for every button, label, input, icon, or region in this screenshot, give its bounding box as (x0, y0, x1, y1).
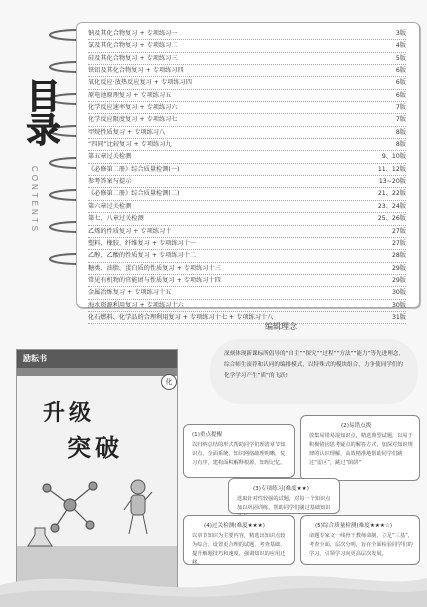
toc-row (88, 275, 406, 287)
toc-row (88, 250, 406, 262)
toc-row (88, 213, 406, 225)
toc-row (88, 263, 406, 275)
cover-title-2: 突破 (67, 434, 123, 462)
toc-row-title: 金属冶炼复习 + 专项练习十五 (88, 289, 172, 297)
toc-row-page: 29版 (391, 276, 406, 284)
toc-row (88, 114, 406, 126)
toc-row-page: 25、26版 (377, 215, 406, 223)
feature-box-error-tips (300, 415, 420, 481)
toc-title: 目录 (20, 78, 60, 146)
feature-title: (1)重点提醒 (192, 432, 223, 438)
toc-row-page: 4版 (395, 42, 406, 50)
toc-row-page: 8版 (395, 128, 406, 136)
toc-row-page: 11、12版 (377, 165, 406, 173)
toc-row (88, 176, 406, 188)
toc-row-page: 7版 (395, 104, 406, 112)
toc-row-title: 化学反应限度复习 + 专项练习七 (88, 116, 178, 124)
concept-text: 深刻体现新课标所倡导的“自主”“探究”“过程”“方法”“能力”等先进理念，综合师生滚荐和认同的编排模式，以特殊式的模块组合，力争使同学们的化学学习产生“质”的飞跃! (224, 351, 405, 379)
toc-row (88, 139, 406, 151)
toc-row-page: 28版 (391, 252, 406, 260)
toc-row-page: 23、24版 (377, 202, 406, 210)
toc-row (88, 53, 406, 65)
binder-rings (0, 0, 76, 300)
toc-row (88, 238, 406, 250)
toc-row-page: 27版 (391, 239, 406, 247)
toc-row-page: 6版 (395, 67, 406, 75)
toc-row-page: 21、22版 (377, 190, 406, 198)
cover-title-1: 升级 (43, 401, 96, 426)
toc-row (88, 188, 406, 200)
feature-body: 以归纳总结的形式帮助同学们理清章节知识点，全面系统，知识网络疏理明晰，复习有序，建构面积解释根源，知理记忆。 (192, 442, 286, 466)
toc-row-title: 糖类、油脂、蛋白质的性质复习 + 专项练习十三 (88, 264, 221, 272)
lab-flask-icon (25, 526, 55, 548)
feature-title: (2)易错点拨 (341, 423, 372, 429)
toc-row-page: 30版 (391, 289, 406, 297)
toc-row-page: 9、10版 (381, 153, 406, 161)
toc-row-title: 原电池原理复习 + 专项练习五 (88, 91, 172, 99)
toc-row-title: 《必修第二册》综合质量检测(一) (88, 165, 180, 173)
toc-row (88, 151, 406, 163)
robot-icon (123, 478, 153, 538)
toc-row (88, 90, 406, 102)
editorial-concept (210, 339, 418, 404)
toc-subtitle: CONTENTS (30, 166, 39, 234)
toc-row-page: 30版 (391, 301, 406, 309)
toc-heading (18, 78, 64, 146)
toc-row (88, 300, 406, 312)
toc-row (88, 312, 406, 324)
feature-box-key-reminder (183, 424, 295, 478)
toc-row-title: 铁铝及其化合物复习 + 专项练习四 (88, 67, 184, 75)
toc-row-title: 氧化反应·放热反应复习 + 专项练习四 (88, 79, 192, 87)
cover-subject-badge: 化 (161, 374, 177, 390)
feature-title: (5)综合质量检测(难度★★★☆) (315, 523, 393, 529)
feature-body: 以章节知识为主要内容，精选出知识点较为综合、设置更合理的试题，考查基础，提升解题技巧和速度，强调知识的应用迁移。 (192, 533, 286, 566)
toc-list (88, 28, 406, 324)
toc-row-page: 3版 (395, 30, 406, 37)
toc-row-page: 29版 (391, 264, 406, 272)
editorial-heading: 编辑理念 (265, 322, 297, 331)
toc-row-page: 13~20版 (378, 178, 406, 186)
toc-row-page: 7版 (395, 116, 406, 124)
toc-row (88, 77, 406, 89)
toc-row-title: 常见有机物的官能团与性质复习 + 专项练习十四 (88, 276, 221, 284)
toc-row-title: 第六章过关检测 (88, 202, 132, 210)
toc-row (88, 226, 406, 238)
toc-row-page: 6版 (395, 91, 406, 99)
toc-row-page: 6版 (395, 79, 406, 87)
toc-row-title: 甲烷性质复习 + 专项练习八 (88, 128, 166, 136)
feature-box-pass-test (183, 515, 295, 565)
feature-title: (3)专项练习(难度★★) (253, 486, 309, 492)
toc-row-title: 化石燃料、化学品的合理利用复习 + 专项练习十七 + 专项练习十八 (88, 313, 274, 321)
feature-body: 选取针对性较强的试题，对每一个知识点加以巩固训练，帮助同学们刷过基础知识 (237, 496, 331, 511)
toc-row (88, 127, 406, 139)
toc-row (88, 40, 406, 52)
toc-row (88, 287, 406, 299)
feature-body: 放集易错易混知识点，精选典型试题，以易于积极错因思考疑点的解答方式，加深对知识规律的认识理解，高效精准地帮助同学们跳过“雷区”，跳过“陷阱” (309, 433, 413, 466)
feature-box-comprehensive-test (300, 515, 420, 565)
feature-title: (4)过关检测(难度★★★) (204, 523, 265, 529)
toc-row-title: 硅及其化合物复习 + 专项练习三 (88, 54, 178, 62)
cover-brand: 励耘书 (23, 354, 47, 363)
toc-row-title: 《必修第二册》综合质量检测(二) (88, 190, 180, 198)
toc-row-title: 塑料、橡胶、纤维复习 + 专项练习十一 (88, 239, 197, 247)
toc-row-title: 第五章过关检测 (88, 153, 132, 161)
toc-row-title: “四同”比较复习 + 专项练习九 (88, 141, 172, 149)
toc-row-title: 乙醇、乙酸的性质复习 + 专项练习十二 (88, 252, 197, 260)
toc-row-page: 31版 (391, 313, 406, 321)
toc-row-page: 8版 (395, 141, 406, 149)
toc-row-title: 乙烯的性质复习 + 专项练习十 (88, 227, 172, 235)
decorative-wave (0, 560, 427, 607)
toc-row-page: 5版 (395, 54, 406, 62)
toc-row-title: 钠及其化合物复习 + 专项练习一 (88, 30, 178, 37)
feature-body: 命题专家文一线骨干教师命制，立足“三基”，考查全面，层次分明，旨在全面检验同学们的学习，引领学习向更高层次发展。 (309, 533, 413, 557)
toc-row-page: 27版 (391, 227, 406, 235)
toc-row-title: 化学反应速率复习 + 专项练习六 (88, 104, 178, 112)
toc-row-title: 氯及其化合物复习 + 专项练习二 (88, 42, 178, 50)
cover-stripe (17, 368, 177, 376)
toc-row (88, 28, 406, 40)
toc-row-title: 第七、八章过关检测 (88, 215, 144, 223)
feature-box-special-practice (228, 478, 340, 514)
toc-row-title: 海水资源利用复习 + 专项练习十六 (88, 301, 184, 309)
toc-row (88, 102, 406, 114)
toc-row (88, 65, 406, 77)
toc-row-title: 参考答案与提示 (88, 178, 132, 186)
toc-row (88, 201, 406, 213)
toc-row (88, 164, 406, 176)
cover-image (16, 349, 178, 596)
